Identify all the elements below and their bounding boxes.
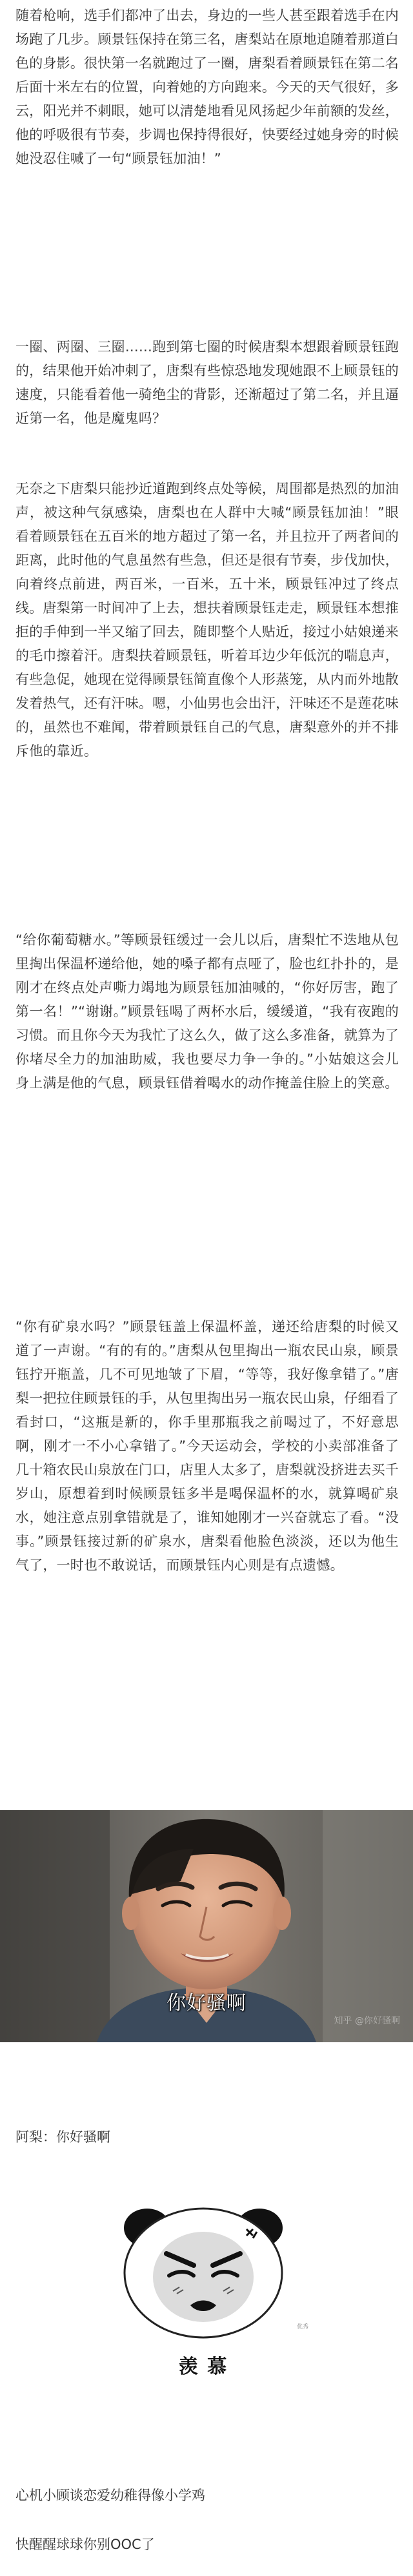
story-paragraph-3: 无奈之下唐梨只能抄近道跑到终点处等候，周围都是热烈的加油声，被这种气氛感染，唐梨也在人群中大喊“顾景钰加油！”眼看着顾景钰在五百米的地方超过了第一名，并且拉开了两者间的距离，此时他的气息虽然有些急，但还是很有节奏，步伐加快，向着终点前进，两百米，一百米，五十米，顾景钰冲过了终点线。唐梨第一时间冲了上去，想扶着顾景钰走走，顾景钰本想推拒的手伸到一半又缩了回去，随即整个人贴近，接过小姑娘递来的毛巾擦着汗。唐梨扶着顾景钰，听着耳边少年低沉的喘息声，有些急促，她现在觉得顾景钰简直像个人形蒸笼，从内而外地散发着热气，还有汗味。嗯，小仙男也会出汗，汗味还不是莲花味的，虽然也不难闻，带着顾景钰自己的气息，唐梨意外的并不排斥他的靠近。	[15, 481, 399, 759]
photo-subtitle: 你好骚啊	[166, 1992, 247, 2015]
story-paragraph-1: 随着枪响，选手们都冲了出去，身边的一些人甚至跟着选手在内场跑了几步。顾景钰保持在第三名，唐梨站在原地追随着那道白色的身影。很快第一名就跑过了一圈，唐梨看着顾景钰在第二名后面十米左右的位置，向着她的方向跑来。今天的天气很好，多云，阳光并不刺眼，她可以清楚地看见风扬起少年前额的发丝，他的呼吸很有节奏，步调也保持得很好，快要经过她身旁的时候她没忍住喊了一句“顾景钰加油！”	[15, 8, 399, 166]
meme-caption: 羡 慕	[178, 2356, 228, 2378]
reaction-photo	[0, 1810, 413, 2042]
closing-line-1: 心机小顾谈恋爱幼稚得像小学鸡	[15, 2488, 205, 2503]
story-paragraph-5: “你有矿泉水吗？”顾景钰盖上保温杯盖，递还给唐梨的时候又道了一声谢。“有的有的。”唐梨从包里掏出一瓶农民山泉，顾景钰拧开瓶盖，几不可见地皱了下眉，“等等，我好像拿错了。”唐梨一把拉住顾景钰的手，从包里掏出另一瓶农民山泉，仔细看了看封口，“这瓶是新的，你手里那瓶我之前喝过了，不好意思啊，刚才一不小心拿错了。”今天运动会，学校的小卖部准备了几十箱农民山泉放在门口，店里人太多了，唐梨就没挤进去买千岁山，原想着到时候顾景钰多半是喝保温杯的水，就算喝矿泉水，她注意点别拿错就是了，谁知她刚才一兴奋就忘了看。“没事。”顾景钰接过新的矿泉水，唐梨看他脸色淡淡，还以为他生气了，一时也不敢说话，而顾景钰内心则是有点遗憾。	[15, 1319, 399, 1573]
story-paragraph-4: “给你葡萄糖水。”等顾景钰缓过一会儿以后，唐梨忙不迭地从包里掏出保温杯递给他，她的嗓子都有点哑了，脸也红扑扑的，是刚才在终点处声嘶力竭地为顾景钰加油喊的，“你好厉害，跑了第一名！”“谢谢。”顾景钰喝了两杯水后，缓缓道，“我有夜跑的习惯。而且你今天为我忙了这么久，做了这么多准备，就算为了你堵尽全力的加油助威，我也要尽力争一争的。”小姑娘这会儿身上满是他的气息，顾景钰借着喝水的动作掩盖住脸上的笑意。	[15, 932, 399, 1091]
story-paragraph-2: 一圈、两圈、三圈……跑到第七圈的时候唐梨本想跟着顾景钰跑的，结果他开始冲刺了，唐梨有些惊恐地发现她跟不上顾景钰的速度，只能看着他一骑绝尘的背影，还渐超过了第二名，并且逼近第一名，他是魔鬼吗？	[15, 339, 399, 426]
closing-line-2: 快醒醒球球你别OOC了	[15, 2537, 155, 2552]
panda-face-icon	[97, 2194, 310, 2349]
meme-watermark: 优秀	[296, 2324, 308, 2330]
panda-meme	[97, 2194, 310, 2388]
photo-watermark: 知乎 @你好骚啊	[334, 2016, 400, 2026]
dialogue-line: 阿梨：你好骚啊	[15, 2129, 110, 2145]
